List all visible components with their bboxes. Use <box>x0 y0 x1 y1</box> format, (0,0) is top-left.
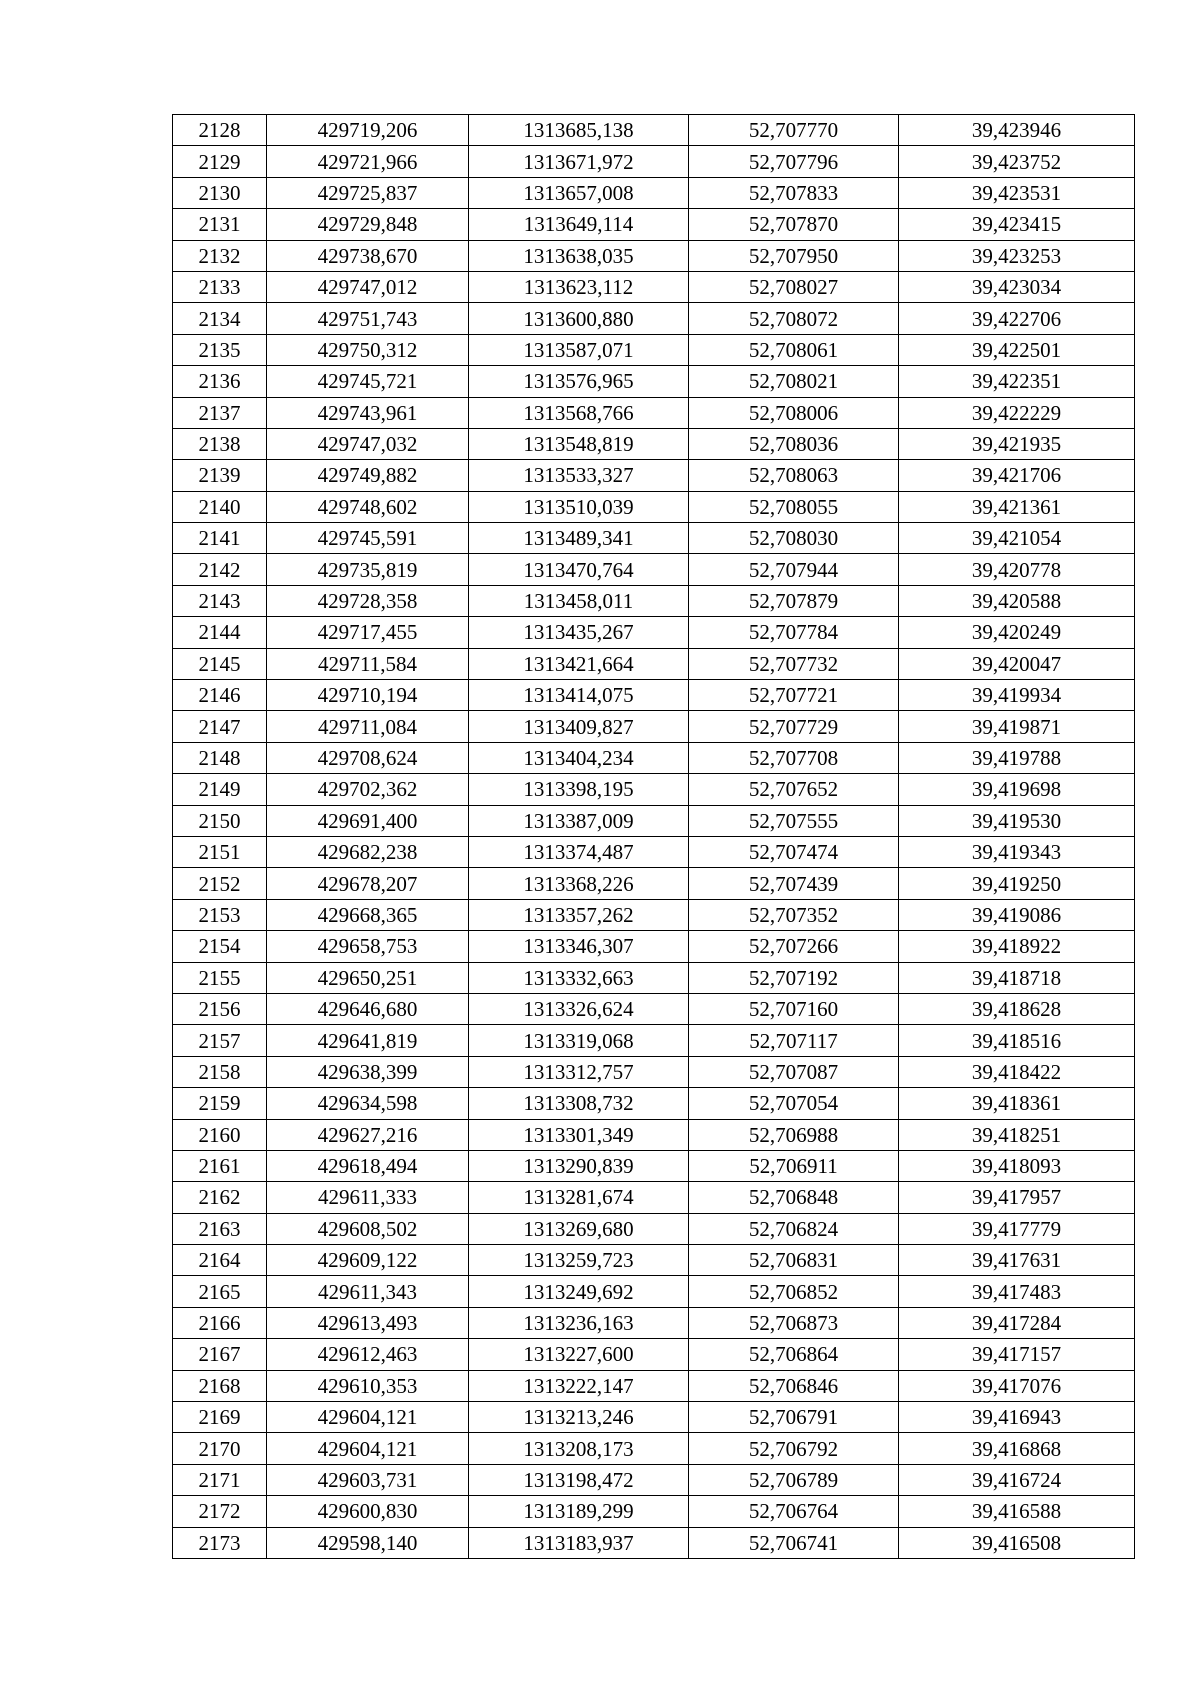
y-coordinate-cell: 1313510,039 <box>469 491 689 522</box>
longitude-cell: 39,416508 <box>899 1527 1135 1558</box>
latitude-cell: 52,708063 <box>689 460 899 491</box>
longitude-cell: 39,417284 <box>899 1307 1135 1338</box>
latitude-cell: 52,707729 <box>689 711 899 742</box>
point-number-cell: 2171 <box>173 1464 267 1495</box>
longitude-cell: 39,418718 <box>899 962 1135 993</box>
table-row <box>173 680 1135 711</box>
longitude-cell: 39,417076 <box>899 1370 1135 1401</box>
point-number-cell: 2144 <box>173 617 267 648</box>
latitude-cell: 52,708021 <box>689 366 899 397</box>
table-row <box>173 1276 1135 1307</box>
longitude-cell: 39,417631 <box>899 1245 1135 1276</box>
table-row <box>173 1307 1135 1338</box>
y-coordinate-cell: 1313308,732 <box>469 1088 689 1119</box>
longitude-cell: 39,418093 <box>899 1150 1135 1181</box>
longitude-cell: 39,419530 <box>899 805 1135 836</box>
x-coordinate-cell: 429745,591 <box>267 523 469 554</box>
point-number-cell: 2142 <box>173 554 267 585</box>
longitude-cell: 39,420047 <box>899 648 1135 679</box>
table-row <box>173 1496 1135 1527</box>
point-number-cell: 2141 <box>173 523 267 554</box>
x-coordinate-cell: 429748,602 <box>267 491 469 522</box>
latitude-cell: 52,706791 <box>689 1402 899 1433</box>
table-row <box>173 1464 1135 1495</box>
point-number-cell: 2160 <box>173 1119 267 1150</box>
y-coordinate-cell: 1313671,972 <box>469 146 689 177</box>
x-coordinate-cell: 429745,721 <box>267 366 469 397</box>
point-number-cell: 2139 <box>173 460 267 491</box>
x-coordinate-cell: 429708,624 <box>267 742 469 773</box>
x-coordinate-cell: 429638,399 <box>267 1056 469 1087</box>
longitude-cell: 39,421361 <box>899 491 1135 522</box>
x-coordinate-cell: 429612,463 <box>267 1339 469 1370</box>
x-coordinate-cell: 429721,966 <box>267 146 469 177</box>
longitude-cell: 39,419698 <box>899 774 1135 805</box>
point-number-cell: 2172 <box>173 1496 267 1527</box>
y-coordinate-cell: 1313208,173 <box>469 1433 689 1464</box>
longitude-cell: 39,418361 <box>899 1088 1135 1119</box>
y-coordinate-cell: 1313259,723 <box>469 1245 689 1276</box>
point-number-cell: 2137 <box>173 397 267 428</box>
longitude-cell: 39,417779 <box>899 1213 1135 1244</box>
x-coordinate-cell: 429600,830 <box>267 1496 469 1527</box>
table-row <box>173 115 1135 146</box>
latitude-cell: 52,706873 <box>689 1307 899 1338</box>
x-coordinate-cell: 429613,493 <box>267 1307 469 1338</box>
longitude-cell: 39,419086 <box>899 899 1135 930</box>
y-coordinate-cell: 1313213,246 <box>469 1402 689 1433</box>
point-number-cell: 2138 <box>173 428 267 459</box>
latitude-cell: 52,707879 <box>689 585 899 616</box>
latitude-cell: 52,707796 <box>689 146 899 177</box>
point-number-cell: 2163 <box>173 1213 267 1244</box>
point-number-cell: 2131 <box>173 209 267 240</box>
point-number-cell: 2151 <box>173 836 267 867</box>
table-row <box>173 1150 1135 1181</box>
latitude-cell: 52,708061 <box>689 334 899 365</box>
y-coordinate-cell: 1313470,764 <box>469 554 689 585</box>
point-number-cell: 2136 <box>173 366 267 397</box>
y-coordinate-cell: 1313600,880 <box>469 303 689 334</box>
table-row <box>173 146 1135 177</box>
latitude-cell: 52,707439 <box>689 868 899 899</box>
x-coordinate-cell: 429711,084 <box>267 711 469 742</box>
latitude-cell: 52,707054 <box>689 1088 899 1119</box>
latitude-cell: 52,708055 <box>689 491 899 522</box>
latitude-cell: 52,707944 <box>689 554 899 585</box>
table-row <box>173 397 1135 428</box>
x-coordinate-cell: 429604,121 <box>267 1402 469 1433</box>
latitude-cell: 52,707117 <box>689 1025 899 1056</box>
table-row <box>173 1088 1135 1119</box>
table-row <box>173 617 1135 648</box>
latitude-cell: 52,706848 <box>689 1182 899 1213</box>
y-coordinate-cell: 1313281,674 <box>469 1182 689 1213</box>
table-row <box>173 491 1135 522</box>
latitude-cell: 52,707160 <box>689 993 899 1024</box>
y-coordinate-cell: 1313312,757 <box>469 1056 689 1087</box>
y-coordinate-cell: 1313236,163 <box>469 1307 689 1338</box>
longitude-cell: 39,419343 <box>899 836 1135 867</box>
x-coordinate-cell: 429603,731 <box>267 1464 469 1495</box>
x-coordinate-cell: 429729,848 <box>267 209 469 240</box>
y-coordinate-cell: 1313368,226 <box>469 868 689 899</box>
x-coordinate-cell: 429678,207 <box>267 868 469 899</box>
point-number-cell: 2149 <box>173 774 267 805</box>
latitude-cell: 52,707555 <box>689 805 899 836</box>
point-number-cell: 2155 <box>173 962 267 993</box>
latitude-cell: 52,707352 <box>689 899 899 930</box>
latitude-cell: 52,706764 <box>689 1496 899 1527</box>
y-coordinate-cell: 1313326,624 <box>469 993 689 1024</box>
longitude-cell: 39,422229 <box>899 397 1135 428</box>
table-row <box>173 1119 1135 1150</box>
table-row <box>173 993 1135 1024</box>
table-row <box>173 1025 1135 1056</box>
y-coordinate-cell: 1313404,234 <box>469 742 689 773</box>
longitude-cell: 39,416868 <box>899 1433 1135 1464</box>
point-number-cell: 2168 <box>173 1370 267 1401</box>
latitude-cell: 52,707784 <box>689 617 899 648</box>
y-coordinate-cell: 1313657,008 <box>469 177 689 208</box>
longitude-cell: 39,420588 <box>899 585 1135 616</box>
longitude-cell: 39,422706 <box>899 303 1135 334</box>
x-coordinate-cell: 429691,400 <box>267 805 469 836</box>
y-coordinate-cell: 1313489,341 <box>469 523 689 554</box>
table-row <box>173 1370 1135 1401</box>
point-number-cell: 2157 <box>173 1025 267 1056</box>
longitude-cell: 39,423752 <box>899 146 1135 177</box>
x-coordinate-cell: 429618,494 <box>267 1150 469 1181</box>
x-coordinate-cell: 429604,121 <box>267 1433 469 1464</box>
x-coordinate-cell: 429751,743 <box>267 303 469 334</box>
table-row <box>173 1433 1135 1464</box>
point-number-cell: 2145 <box>173 648 267 679</box>
x-coordinate-cell: 429608,502 <box>267 1213 469 1244</box>
latitude-cell: 52,708072 <box>689 303 899 334</box>
point-number-cell: 2165 <box>173 1276 267 1307</box>
longitude-cell: 39,419871 <box>899 711 1135 742</box>
longitude-cell: 39,421054 <box>899 523 1135 554</box>
x-coordinate-cell: 429658,753 <box>267 931 469 962</box>
latitude-cell: 52,706831 <box>689 1245 899 1276</box>
table-row <box>173 1245 1135 1276</box>
table-row <box>173 1182 1135 1213</box>
longitude-cell: 39,418422 <box>899 1056 1135 1087</box>
latitude-cell: 52,706846 <box>689 1370 899 1401</box>
coordinates-table-body <box>173 115 1135 1559</box>
point-number-cell: 2134 <box>173 303 267 334</box>
longitude-cell: 39,416588 <box>899 1496 1135 1527</box>
point-number-cell: 2170 <box>173 1433 267 1464</box>
latitude-cell: 52,706988 <box>689 1119 899 1150</box>
longitude-cell: 39,421935 <box>899 428 1135 459</box>
table-row <box>173 774 1135 805</box>
point-number-cell: 2158 <box>173 1056 267 1087</box>
latitude-cell: 52,707087 <box>689 1056 899 1087</box>
y-coordinate-cell: 1313576,965 <box>469 366 689 397</box>
longitude-cell: 39,418516 <box>899 1025 1135 1056</box>
table-row <box>173 648 1135 679</box>
latitude-cell: 52,708030 <box>689 523 899 554</box>
x-coordinate-cell: 429725,837 <box>267 177 469 208</box>
point-number-cell: 2169 <box>173 1402 267 1433</box>
y-coordinate-cell: 1313409,827 <box>469 711 689 742</box>
table-row <box>173 334 1135 365</box>
longitude-cell: 39,418922 <box>899 931 1135 962</box>
longitude-cell: 39,416943 <box>899 1402 1135 1433</box>
point-number-cell: 2135 <box>173 334 267 365</box>
table-row <box>173 962 1135 993</box>
latitude-cell: 52,707833 <box>689 177 899 208</box>
coordinates-table <box>172 114 1135 1559</box>
point-number-cell: 2132 <box>173 240 267 271</box>
table-row <box>173 931 1135 962</box>
y-coordinate-cell: 1313222,147 <box>469 1370 689 1401</box>
latitude-cell: 52,707474 <box>689 836 899 867</box>
x-coordinate-cell: 429711,584 <box>267 648 469 679</box>
point-number-cell: 2173 <box>173 1527 267 1558</box>
x-coordinate-cell: 429598,140 <box>267 1527 469 1558</box>
point-number-cell: 2147 <box>173 711 267 742</box>
latitude-cell: 52,707266 <box>689 931 899 962</box>
y-coordinate-cell: 1313269,680 <box>469 1213 689 1244</box>
x-coordinate-cell: 429609,122 <box>267 1245 469 1276</box>
point-number-cell: 2162 <box>173 1182 267 1213</box>
longitude-cell: 39,423531 <box>899 177 1135 208</box>
longitude-cell: 39,419788 <box>899 742 1135 773</box>
y-coordinate-cell: 1313435,267 <box>469 617 689 648</box>
longitude-cell: 39,417157 <box>899 1339 1135 1370</box>
point-number-cell: 2156 <box>173 993 267 1024</box>
longitude-cell: 39,419250 <box>899 868 1135 899</box>
x-coordinate-cell: 429668,365 <box>267 899 469 930</box>
point-number-cell: 2146 <box>173 680 267 711</box>
latitude-cell: 52,708036 <box>689 428 899 459</box>
y-coordinate-cell: 1313319,068 <box>469 1025 689 1056</box>
longitude-cell: 39,418251 <box>899 1119 1135 1150</box>
x-coordinate-cell: 429611,333 <box>267 1182 469 1213</box>
longitude-cell: 39,416724 <box>899 1464 1135 1495</box>
x-coordinate-cell: 429641,819 <box>267 1025 469 1056</box>
latitude-cell: 52,706789 <box>689 1464 899 1495</box>
y-coordinate-cell: 1313421,664 <box>469 648 689 679</box>
table-row <box>173 1402 1135 1433</box>
table-row <box>173 1056 1135 1087</box>
longitude-cell: 39,422351 <box>899 366 1135 397</box>
table-row <box>173 271 1135 302</box>
y-coordinate-cell: 1313290,839 <box>469 1150 689 1181</box>
latitude-cell: 52,706792 <box>689 1433 899 1464</box>
point-number-cell: 2129 <box>173 146 267 177</box>
y-coordinate-cell: 1313458,011 <box>469 585 689 616</box>
x-coordinate-cell: 429749,882 <box>267 460 469 491</box>
latitude-cell: 52,708006 <box>689 397 899 428</box>
x-coordinate-cell: 429728,358 <box>267 585 469 616</box>
x-coordinate-cell: 429650,251 <box>267 962 469 993</box>
longitude-cell: 39,423034 <box>899 271 1135 302</box>
y-coordinate-cell: 1313685,138 <box>469 115 689 146</box>
latitude-cell: 52,707770 <box>689 115 899 146</box>
longitude-cell: 39,420249 <box>899 617 1135 648</box>
x-coordinate-cell: 429627,216 <box>267 1119 469 1150</box>
latitude-cell: 52,707708 <box>689 742 899 773</box>
y-coordinate-cell: 1313623,112 <box>469 271 689 302</box>
longitude-cell: 39,417483 <box>899 1276 1135 1307</box>
x-coordinate-cell: 429682,238 <box>267 836 469 867</box>
y-coordinate-cell: 1313374,487 <box>469 836 689 867</box>
y-coordinate-cell: 1313548,819 <box>469 428 689 459</box>
y-coordinate-cell: 1313332,663 <box>469 962 689 993</box>
table-row <box>173 805 1135 836</box>
table-row <box>173 209 1135 240</box>
y-coordinate-cell: 1313568,766 <box>469 397 689 428</box>
x-coordinate-cell: 429743,961 <box>267 397 469 428</box>
x-coordinate-cell: 429610,353 <box>267 1370 469 1401</box>
y-coordinate-cell: 1313183,937 <box>469 1527 689 1558</box>
latitude-cell: 52,707732 <box>689 648 899 679</box>
point-number-cell: 2159 <box>173 1088 267 1119</box>
point-number-cell: 2128 <box>173 115 267 146</box>
latitude-cell: 52,708027 <box>689 271 899 302</box>
table-row <box>173 1213 1135 1244</box>
x-coordinate-cell: 429646,680 <box>267 993 469 1024</box>
x-coordinate-cell: 429738,670 <box>267 240 469 271</box>
longitude-cell: 39,417957 <box>899 1182 1135 1213</box>
latitude-cell: 52,706824 <box>689 1213 899 1244</box>
x-coordinate-cell: 429710,194 <box>267 680 469 711</box>
table-row <box>173 742 1135 773</box>
latitude-cell: 52,706741 <box>689 1527 899 1558</box>
x-coordinate-cell: 429750,312 <box>267 334 469 365</box>
point-number-cell: 2164 <box>173 1245 267 1276</box>
longitude-cell: 39,422501 <box>899 334 1135 365</box>
table-row <box>173 868 1135 899</box>
point-number-cell: 2161 <box>173 1150 267 1181</box>
table-row <box>173 899 1135 930</box>
y-coordinate-cell: 1313638,035 <box>469 240 689 271</box>
longitude-cell: 39,418628 <box>899 993 1135 1024</box>
table-row <box>173 554 1135 585</box>
table-row <box>173 836 1135 867</box>
point-number-cell: 2167 <box>173 1339 267 1370</box>
x-coordinate-cell: 429702,362 <box>267 774 469 805</box>
point-number-cell: 2143 <box>173 585 267 616</box>
table-row <box>173 1527 1135 1558</box>
x-coordinate-cell: 429611,343 <box>267 1276 469 1307</box>
x-coordinate-cell: 429719,206 <box>267 115 469 146</box>
longitude-cell: 39,423946 <box>899 115 1135 146</box>
table-row <box>173 177 1135 208</box>
latitude-cell: 52,707950 <box>689 240 899 271</box>
table-row <box>173 366 1135 397</box>
y-coordinate-cell: 1313398,195 <box>469 774 689 805</box>
x-coordinate-cell: 429747,012 <box>267 271 469 302</box>
table-row <box>173 523 1135 554</box>
point-number-cell: 2140 <box>173 491 267 522</box>
y-coordinate-cell: 1313189,299 <box>469 1496 689 1527</box>
y-coordinate-cell: 1313357,262 <box>469 899 689 930</box>
point-number-cell: 2154 <box>173 931 267 962</box>
y-coordinate-cell: 1313649,114 <box>469 209 689 240</box>
y-coordinate-cell: 1313198,472 <box>469 1464 689 1495</box>
x-coordinate-cell: 429747,032 <box>267 428 469 459</box>
latitude-cell: 52,707721 <box>689 680 899 711</box>
latitude-cell: 52,706852 <box>689 1276 899 1307</box>
table-row <box>173 711 1135 742</box>
longitude-cell: 39,423253 <box>899 240 1135 271</box>
point-number-cell: 2152 <box>173 868 267 899</box>
latitude-cell: 52,707192 <box>689 962 899 993</box>
latitude-cell: 52,706911 <box>689 1150 899 1181</box>
y-coordinate-cell: 1313387,009 <box>469 805 689 836</box>
longitude-cell: 39,420778 <box>899 554 1135 585</box>
longitude-cell: 39,421706 <box>899 460 1135 491</box>
latitude-cell: 52,707870 <box>689 209 899 240</box>
x-coordinate-cell: 429634,598 <box>267 1088 469 1119</box>
longitude-cell: 39,419934 <box>899 680 1135 711</box>
table-row <box>173 1339 1135 1370</box>
y-coordinate-cell: 1313414,075 <box>469 680 689 711</box>
y-coordinate-cell: 1313227,600 <box>469 1339 689 1370</box>
table-row <box>173 585 1135 616</box>
point-number-cell: 2148 <box>173 742 267 773</box>
y-coordinate-cell: 1313533,327 <box>469 460 689 491</box>
point-number-cell: 2133 <box>173 271 267 302</box>
y-coordinate-cell: 1313346,307 <box>469 931 689 962</box>
table-row <box>173 303 1135 334</box>
point-number-cell: 2166 <box>173 1307 267 1338</box>
table-row <box>173 460 1135 491</box>
y-coordinate-cell: 1313587,071 <box>469 334 689 365</box>
latitude-cell: 52,707652 <box>689 774 899 805</box>
longitude-cell: 39,423415 <box>899 209 1135 240</box>
x-coordinate-cell: 429717,455 <box>267 617 469 648</box>
y-coordinate-cell: 1313249,692 <box>469 1276 689 1307</box>
point-number-cell: 2153 <box>173 899 267 930</box>
latitude-cell: 52,706864 <box>689 1339 899 1370</box>
point-number-cell: 2130 <box>173 177 267 208</box>
x-coordinate-cell: 429735,819 <box>267 554 469 585</box>
table-row <box>173 428 1135 459</box>
point-number-cell: 2150 <box>173 805 267 836</box>
y-coordinate-cell: 1313301,349 <box>469 1119 689 1150</box>
table-row <box>173 240 1135 271</box>
